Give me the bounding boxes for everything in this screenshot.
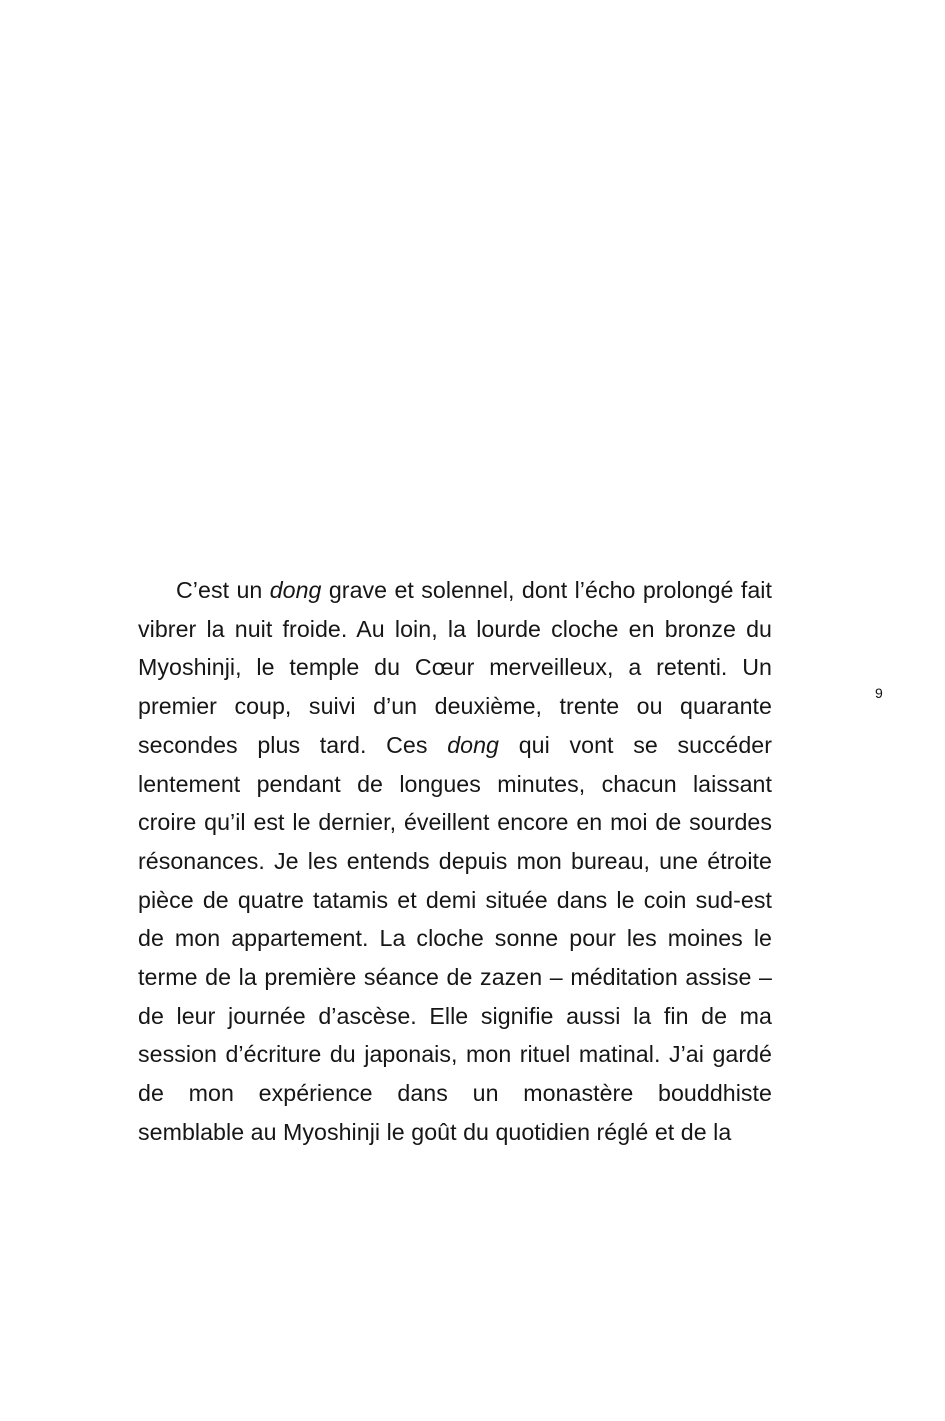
- paragraph-text-run: qui vont se succéder lentement pendant de longues minutes, chacun laissant croire qu’il est le dernier, éveillent encore en moi de sourdes résonances. Je les entends depuis mon bureau, une étroite pièce de quatre tatamis et demi située dans le coin sud-est de mon appartement. La cloche sonne pour les moines le terme de la première séance de zazen – méditation assise – de leur journée d’ascèse. Elle signifie aussi la fin de ma session d’écriture du japonais, mon rituel matinal. J’ai gardé de mon expérience dans un monastère bouddhiste semblable au Myoshinji le goût du quotidien réglé et de la: [138, 731, 772, 1145]
- paragraph-text-run: C’est un: [176, 577, 270, 603]
- italic-term: dong: [447, 731, 500, 758]
- italic-term: dong: [269, 577, 322, 603]
- paragraph-text-run: grave et solennel, dont l’écho prolongé fait vibrer la nuit froide. Au loin, la lourde cloche en bronze du Myoshinji, le temple du Cœur merveilleux, a retenti. Un premier coup, suivi d’un deuxième, trente ou quarante secondes plus tard. Ces: [138, 577, 772, 758]
- page-number: 9: [875, 685, 883, 701]
- text-block: [138, 571, 772, 1152]
- body-paragraph: [138, 571, 772, 1152]
